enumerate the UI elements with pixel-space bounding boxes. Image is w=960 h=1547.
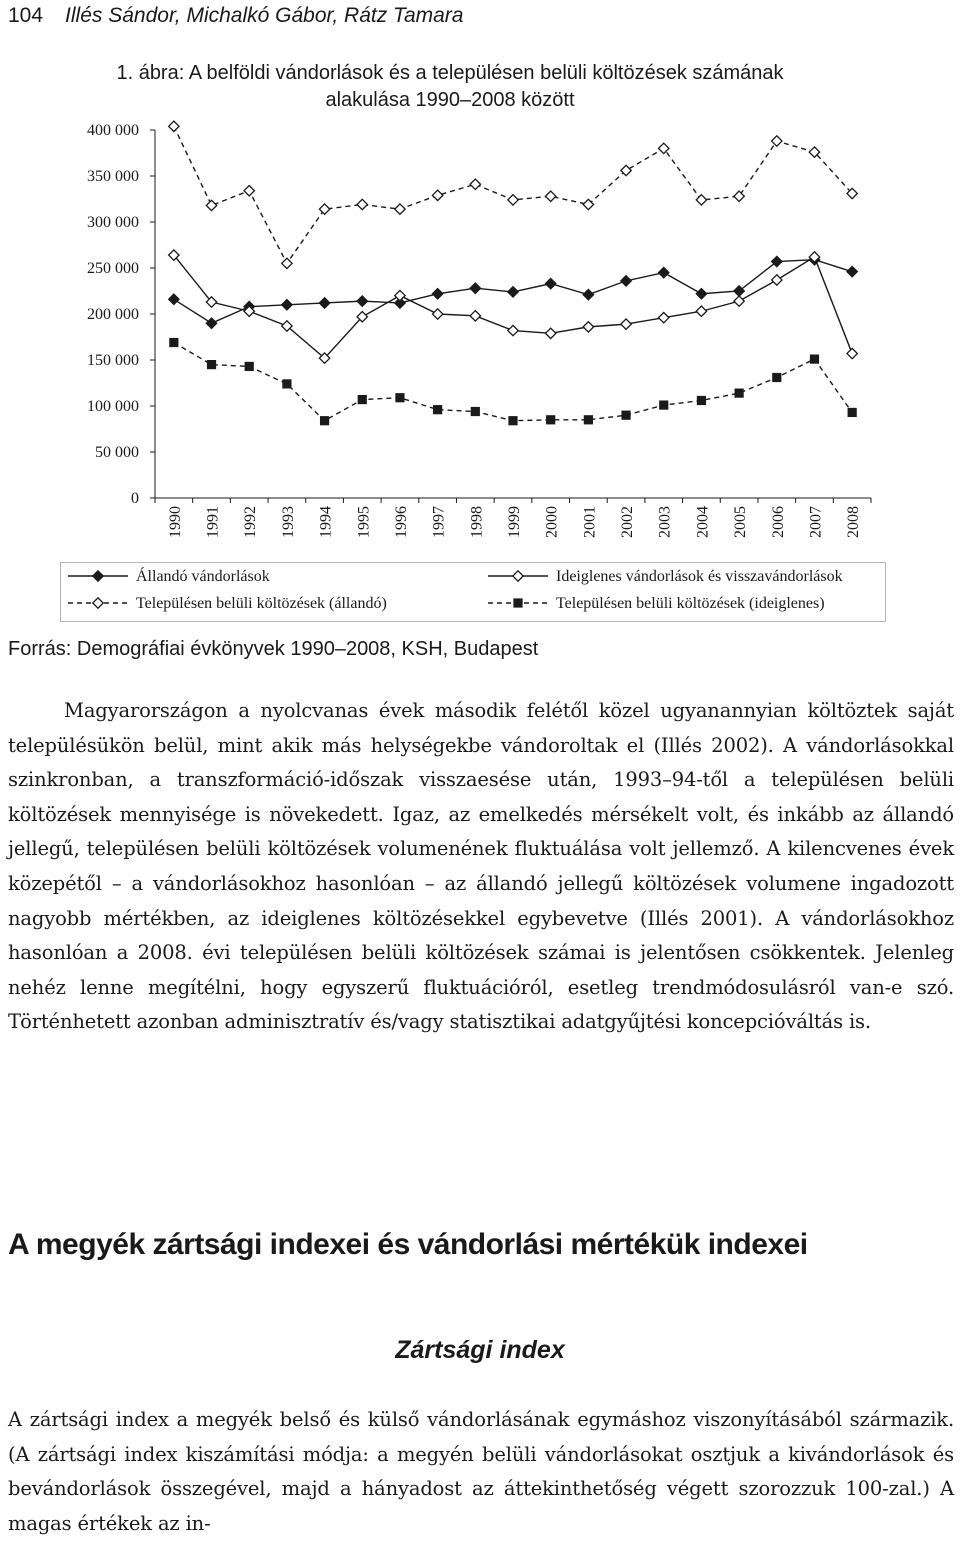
- data-point-marker: [244, 186, 254, 196]
- legend-entry-3: [68, 595, 387, 612]
- data-point-marker: [169, 338, 178, 347]
- data-point-marker: [734, 191, 744, 201]
- data-point-marker: [169, 294, 179, 304]
- subsection-title: Zártsági index: [395, 1336, 565, 1364]
- y-tick-label: 150 000: [87, 352, 139, 369]
- data-point-marker: [206, 200, 216, 210]
- data-point-marker: [696, 306, 706, 316]
- data-point-marker: [358, 395, 367, 404]
- data-point-marker: [319, 204, 329, 214]
- y-tick-label: 400 000: [87, 122, 139, 139]
- legend-label: Állandó vándorlások: [136, 568, 270, 585]
- data-point-marker: [470, 311, 480, 321]
- data-point-marker: [470, 283, 480, 293]
- data-point-marker: [659, 400, 668, 409]
- series-line: [174, 343, 852, 421]
- x-tick-label: 1999: [506, 506, 523, 538]
- x-tick-label: 1990: [166, 506, 184, 538]
- y-tick-label: 50 000: [95, 444, 139, 461]
- x-tick-label: 2000: [543, 506, 561, 538]
- data-point-marker: [93, 571, 103, 581]
- data-point-marker: [697, 396, 706, 405]
- data-point-marker: [319, 298, 329, 308]
- data-point-marker: [282, 379, 291, 388]
- data-point-marker: [169, 121, 179, 131]
- x-tick-label: 1996: [392, 506, 410, 538]
- data-point-marker: [432, 309, 442, 319]
- data-point-marker: [735, 389, 744, 398]
- data-point-marker: [206, 318, 216, 328]
- x-tick-label: 2003: [656, 506, 674, 538]
- body-paragraph-2: A zártsági index a megyék belső és külső vándorlásának egymáshoz viszonyításából származik. (A zártsági index kiszámítási módja: a megyén belüli vándorlásokat osztjuk a kivándorlások és bevándorlások összegével, majd a hányadost az áttekinthetőség végett szorozzuk 100-zal.) A magas értékek az in-: [8, 1408, 954, 1535]
- data-point-marker: [471, 407, 480, 416]
- x-tick-label: 2005: [732, 506, 750, 538]
- data-point-marker: [433, 405, 442, 414]
- data-point-marker: [357, 199, 367, 209]
- data-point-marker: [810, 354, 819, 363]
- data-point-marker: [621, 276, 631, 286]
- x-tick-label: 1993: [279, 506, 297, 538]
- data-point-marker: [245, 362, 254, 371]
- x-tick-label: 1995: [355, 506, 373, 538]
- series-2: [169, 250, 858, 363]
- x-tick-label: 1994: [317, 506, 335, 538]
- section-title: A megyék zártsági indexei és vándorlási mértékük indexei: [8, 1228, 808, 1261]
- data-point-marker: [696, 195, 706, 205]
- x-tick-label: 1991: [204, 506, 222, 538]
- data-point-marker: [508, 195, 518, 205]
- legend-entry-2: [488, 568, 843, 585]
- data-point-marker: [508, 416, 517, 425]
- data-point-marker: [772, 136, 782, 146]
- figure-title: [60, 60, 840, 114]
- body-paragraph-1: Magyarországon a nyolcvanas évek második felétől közel ugyanannyian költöztek saját településükön belül, mint akik más helységekbe vándoroltak el (Illés 2002). A vándorlásokkal szinkronban, a transzformáció-időszak visszaesése után, 1993–94-től a településen belüli költözések mennyisége is növekedett. Igaz, az emelkedés mérsékelt volt, és inkább az állandó jellegű, településen belüli költözések volumenének fluktuálása volt jellemző. A kilencvenes évek közepétől – a vándorlásokhoz hasonlóan – az állandó jellegű költözések volumene ingadozott nagyobb mértékben, az ideiglenes költözésekkel egybevetve (Illés 2001). A vándorlásokhoz hasonlóan a 2008. évi településen belüli költözések számai is jelentősen csökkentek. Jelenleg nehéz lenne megítélni, hogy egyszerű fluktuációról, esetleg trendmódosulásról van-e szó. Történhetett azonban adminisztratív és/vagy statisztikai adatgyűjtési koncepcióváltás is.: [8, 699, 954, 1034]
- data-point-marker: [734, 296, 744, 306]
- data-point-marker: [282, 300, 292, 310]
- data-point-marker: [847, 348, 857, 358]
- figure-source: Forrás: Demográfiai évkönyvek 1990–2008, KSH, Budapest: [8, 638, 539, 660]
- data-point-marker: [621, 411, 630, 420]
- data-point-marker: [513, 571, 523, 581]
- y-tick-label: 250 000: [87, 260, 139, 277]
- y-tick-label: 200 000: [87, 306, 139, 323]
- x-tick-label: 2007: [807, 506, 825, 538]
- data-point-marker: [470, 179, 480, 189]
- data-point-marker: [545, 191, 555, 201]
- data-point-marker: [659, 267, 669, 277]
- data-point-marker: [621, 319, 631, 329]
- data-point-marker: [432, 190, 442, 200]
- figure-title-line2: alakulása 1990–2008 között: [325, 89, 575, 111]
- page-number: 104: [8, 4, 44, 27]
- series-4: [169, 338, 857, 425]
- x-tick-label: 1997: [430, 506, 448, 538]
- data-point-marker: [513, 598, 522, 607]
- x-tick-label: 1998: [468, 506, 486, 538]
- y-tick-label: 300 000: [87, 214, 139, 231]
- x-tick-label: 2008: [845, 506, 863, 538]
- data-point-marker: [545, 328, 555, 338]
- data-point-marker: [583, 289, 593, 299]
- data-point-marker: [847, 266, 857, 276]
- data-point-marker: [508, 287, 518, 297]
- running-head-authors: Illés Sándor, Michalkó Gábor, Rátz Tamara: [65, 4, 464, 27]
- data-point-marker: [584, 415, 593, 424]
- x-tick-label: 2002: [619, 506, 637, 538]
- data-point-marker: [207, 360, 216, 369]
- y-tick-label: 0: [131, 490, 139, 507]
- x-tick-label: 1992: [242, 506, 260, 538]
- data-point-marker: [659, 143, 669, 153]
- chart-legend: [68, 566, 843, 612]
- data-point-marker: [508, 325, 518, 335]
- data-point-marker: [659, 312, 669, 322]
- chart-series: [169, 121, 858, 425]
- x-tick-label: 2001: [581, 506, 599, 538]
- data-point-marker: [848, 408, 857, 417]
- series-3: [169, 121, 858, 268]
- data-point-marker: [772, 373, 781, 382]
- legend-label: Ideiglenes vándorlások és visszavándorlások: [556, 568, 843, 585]
- data-point-marker: [357, 296, 367, 306]
- data-point-marker: [282, 258, 292, 268]
- x-tick-label: 2004: [694, 506, 712, 538]
- data-point-marker: [546, 415, 555, 424]
- page-header: [8, 4, 463, 28]
- data-point-marker: [545, 278, 555, 288]
- series-line: [174, 255, 852, 358]
- legend-label: Településen belüli költözések (állandó): [136, 595, 387, 612]
- y-tick-label: 100 000: [87, 398, 139, 415]
- legend-entry-4: [488, 595, 825, 612]
- data-point-marker: [395, 204, 405, 214]
- data-point-marker: [583, 322, 593, 332]
- data-point-marker: [395, 290, 405, 300]
- data-point-marker: [772, 275, 782, 285]
- figure-title-line1: 1. ábra: A belföldi vándorlások és a településen belüli költözések számának: [116, 62, 784, 84]
- x-tick-label: 2006: [769, 506, 787, 538]
- data-point-marker: [93, 598, 103, 608]
- legend-label: Településen belüli költözések (ideiglenes): [556, 595, 825, 612]
- data-point-marker: [432, 289, 442, 299]
- series-1: [169, 255, 858, 329]
- legend-entry-1: [68, 566, 270, 585]
- data-point-marker: [696, 289, 706, 299]
- data-point-marker: [395, 393, 404, 402]
- data-point-marker: [320, 416, 329, 425]
- line-chart: [0, 118, 960, 628]
- y-tick-label: 350 000: [87, 168, 139, 185]
